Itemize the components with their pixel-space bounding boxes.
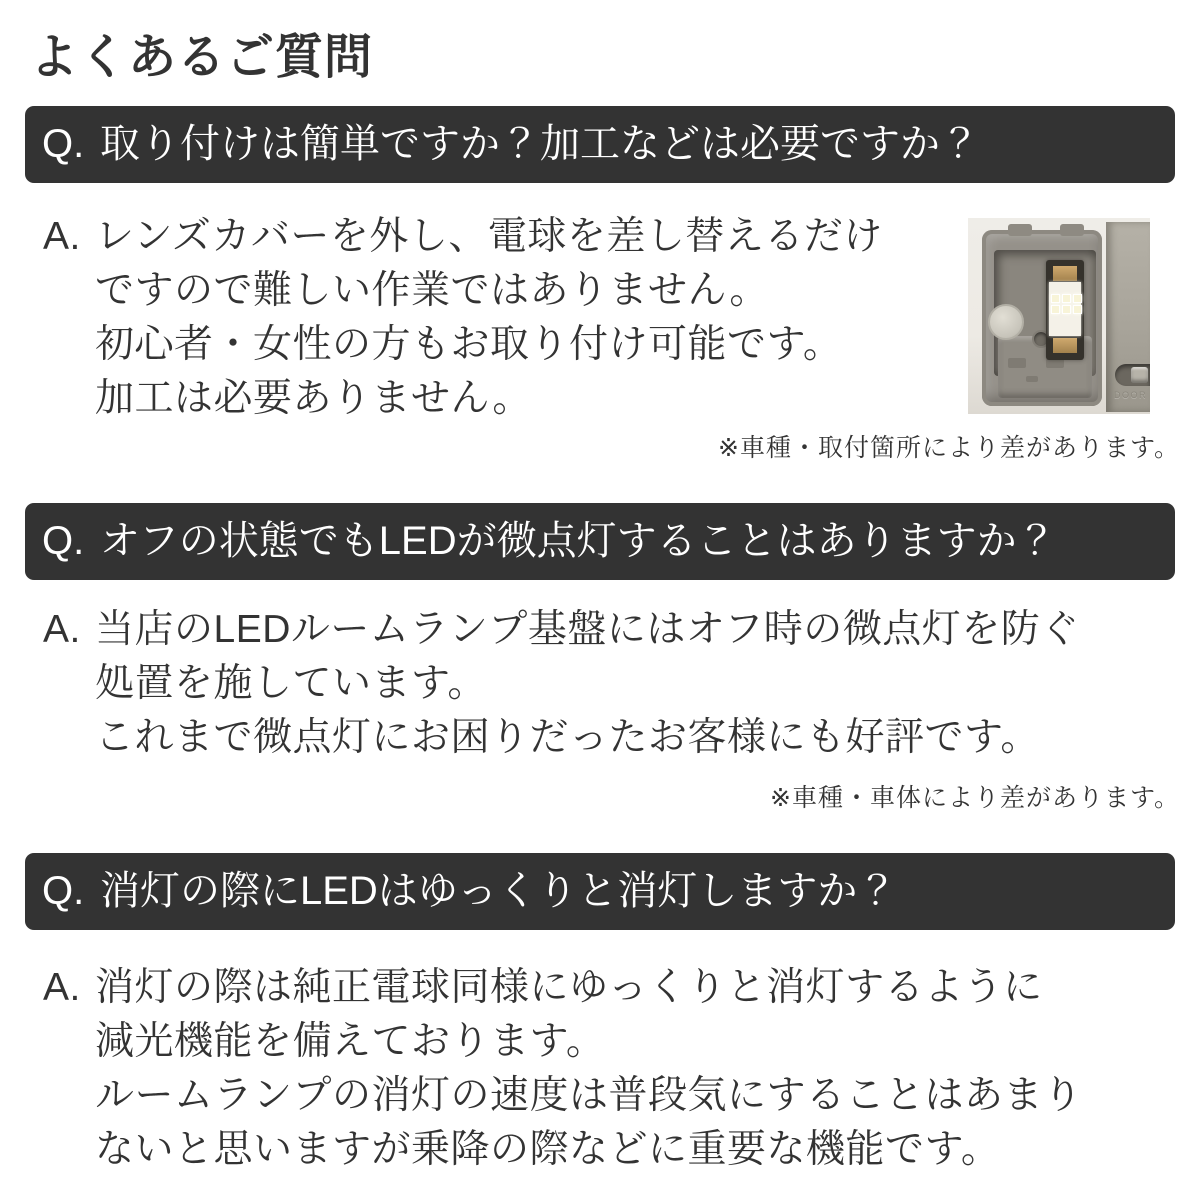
answer-lines [95,603,1080,765]
answer-line: ルームランプの消灯の速度は普段気にすることはあまり [95,1074,1083,1117]
answer-line: 加工は必要ありません。 [95,377,532,420]
question-prefix: Q. [42,869,85,913]
door-label: DOOR [1114,390,1147,400]
installation-photo [968,218,1150,414]
answer-line: ないと思いますが乗降の際などに重要な機能です。 [95,1128,1001,1171]
question-bar-2 [25,503,1175,580]
door-switch-knob [1131,367,1148,383]
question-bar-1 [25,106,1175,183]
bulb-socket [988,304,1024,340]
answer-prefix: A. [43,215,81,258]
answer-line: 初心者・女性の方もお取り付け可能です。 [95,323,843,366]
answer-line: 処置を施しています。 [95,662,487,705]
page-title: よくあるご質問 [30,31,374,84]
answer-line: 減光機能を備えております。 [95,1020,606,1063]
answer-prefix: A. [43,966,81,1009]
molding-detail [1026,376,1038,382]
answer-line: 当店のLEDルームランプ基盤にはオフ時の微点灯を防ぐ [95,608,1080,651]
answer-line: これまで微点灯にお困りだったお客様にも好評です。 [95,716,1040,759]
led-chip [1062,305,1071,314]
question-text: 消灯の際にLEDはゆっくりと消灯しますか？ [100,869,898,913]
led-chips [1051,294,1082,314]
question-text: オフの状態でもLEDが微点灯することはありますか？ [100,519,1057,563]
led-chip [1051,305,1060,314]
answer-note-1: ※車種・取付箇所により差があります。 [718,434,1180,462]
answer-note-2: ※車種・車体により差があります。 [770,784,1180,812]
answer-line: ですので難しい作業ではありません。 [95,269,769,312]
answer-block-3 [43,961,1083,1177]
answer-line: 消灯の際は純正電球同様にゆっくりと消灯するように [95,966,1043,1009]
housing-tab [1060,224,1084,236]
answer-block-2 [43,603,1080,765]
answer-block-1 [43,210,883,426]
led-chip [1062,294,1071,303]
led-chip [1051,294,1060,303]
led-chip [1073,305,1082,314]
question-bar-3 [25,853,1175,930]
answer-prefix: A. [43,608,81,651]
answer-lines [95,210,883,426]
connector-contact [1053,338,1077,353]
question-prefix: Q. [42,519,85,563]
answer-lines [95,961,1083,1177]
answer-line: レンズカバーを外し、電球を差し替えるだけ [95,215,883,258]
housing-tab [1008,224,1032,236]
led-chip [1073,294,1082,303]
question-text: 取り付けは簡単ですか？加工などは必要ですか？ [100,122,980,166]
question-prefix: Q. [42,122,85,166]
connector-contact [1053,266,1077,281]
molding-detail [1008,358,1026,368]
